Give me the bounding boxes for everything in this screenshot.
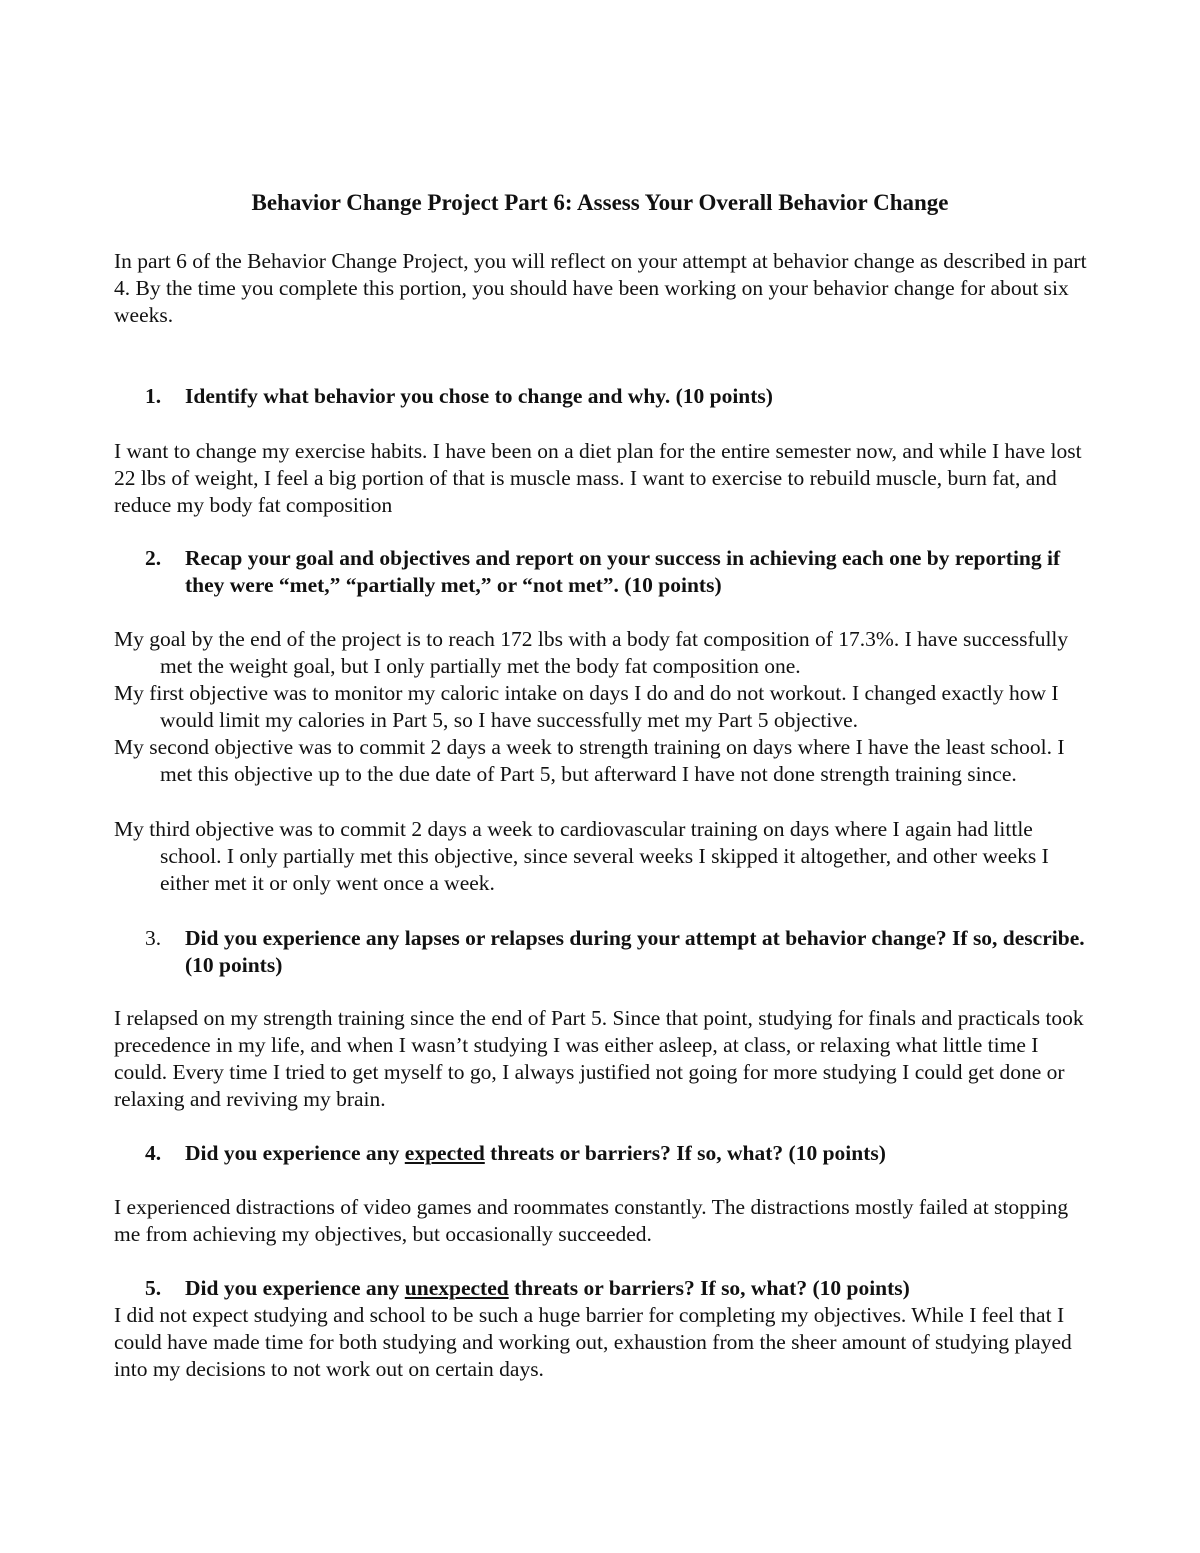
- question-4: [145, 1140, 1090, 1167]
- question-1-number: 1.: [145, 384, 162, 408]
- question-3-text: Did you experience any lapses or relapses during your attempt at behavior change? If so, describe. (10 points): [185, 926, 1085, 977]
- answer-4: I experienced distractions of video games and roommates constantly. The distractions mostly failed at stopping me from achieving my objectives, but occasionally succeeded.: [114, 1195, 1069, 1246]
- answer-2-objective-3: My third objective was to commit 2 days a week to cardiovascular training on days where I again had little school. I only partially met this objective, since several weeks I skipped it altogether, and other weeks I either met it or only went once a week.: [114, 817, 1049, 895]
- question-5-number: 5.: [145, 1276, 162, 1300]
- question-2-number: 2.: [145, 546, 162, 570]
- question-5-text-before: Did you experience any: [185, 1276, 405, 1300]
- question-4-text: [185, 1140, 1090, 1167]
- answer-2-objective-2: My second objective was to commit 2 days a week to strength training on days where I have the least school. I met this objective up to the due date of Part 5, but afterward I have not done strength training since.: [114, 735, 1065, 786]
- question-5-text: [185, 1275, 1090, 1302]
- answer-5: I did not expect studying and school to be such a huge barrier for completing my objectives. While I feel that I could have made time for both studying and working out, exhaustion from the sheer amount of studying played into my decisions to not work out on certain days.: [114, 1303, 1072, 1381]
- question-5: [145, 1275, 1090, 1302]
- answer-1: I want to change my exercise habits. I have been on a diet plan for the entire semester now, and while I have lost 22 lbs of weight, I feel a big portion of that is muscle mass. I want to exercise to rebuild muscle, burn fat, and reduce my body fat composition: [114, 439, 1082, 517]
- question-4-text-before: Did you experience any: [185, 1141, 405, 1165]
- question-1: [145, 383, 1090, 410]
- question-5-underlined-word: unexpected: [404, 1276, 509, 1300]
- question-2: [145, 545, 1090, 599]
- intro-paragraph: In part 6 of the Behavior Change Project, you will reflect on your attempt at behavior change as described in part 4. By the time you complete this portion, you should have been working on your behavior change for about six weeks.: [114, 249, 1087, 327]
- answer-3: I relapsed on my strength training since the end of Part 5. Since that point, studying for finals and practicals took precedence in my life, and when I wasn’t studying I was either asleep, at class, or relaxing what little time I could. Every time I tried to get myself to go, I always justified not going for more studying I could get done or relaxing and reviving my brain.: [114, 1006, 1084, 1111]
- question-4-number: 4.: [145, 1141, 162, 1165]
- question-4-underlined-word: expected: [404, 1141, 485, 1165]
- question-5-text-after: threats or barriers? If so, what? (10 points): [508, 1276, 910, 1300]
- question-3: [145, 925, 1090, 979]
- question-1-text: Identify what behavior you chose to change and why. (10 points): [185, 384, 773, 408]
- question-2-text: Recap your goal and objectives and report on your success in achieving each one by reporting if they were “met,” “partially met,” or “not met”. (10 points): [185, 546, 1061, 597]
- document-title: Behavior Change Project Part 6: Assess Your Overall Behavior Change: [251, 190, 949, 215]
- question-4-text-after: threats or barriers? If so, what? (10 points): [484, 1141, 886, 1165]
- answer-2-objective-1: My first objective was to monitor my caloric intake on days I do and do not workout. I changed exactly how I would limit my calories in Part 5, so I have successfully met my Part 5 objective.: [114, 681, 1059, 732]
- answer-2-goal: My goal by the end of the project is to reach 172 lbs with a body fat composition of 17.3%. I have successfully met the weight goal, but I only partially met the body fat composition one.: [114, 627, 1069, 678]
- question-3-number: 3.: [145, 926, 162, 950]
